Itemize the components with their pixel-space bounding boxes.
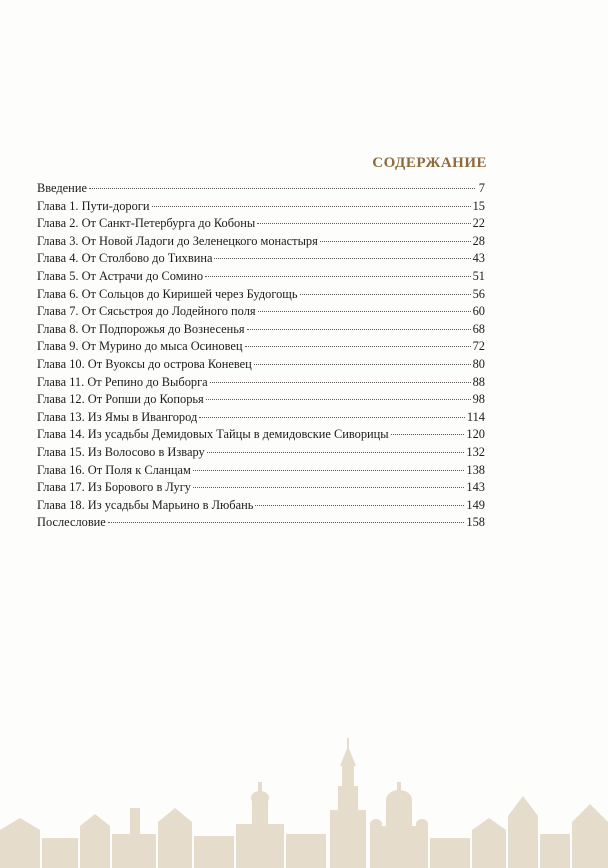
- toc-entry-page: 56: [472, 286, 485, 301]
- toc-entry: [37, 479, 485, 497]
- toc-entry-title: Глава 11. От Репино до Выборга: [37, 374, 208, 389]
- toc-entry-title: Послесловие: [37, 515, 106, 530]
- toc-entry-title: Глава 1. Пути-дороги: [37, 198, 150, 213]
- dot-leader: [247, 329, 471, 330]
- dot-leader: [205, 276, 471, 277]
- dot-leader: [245, 346, 471, 347]
- dot-leader: [89, 188, 475, 189]
- toc-entry-page: 60: [472, 304, 485, 319]
- toc-entry-title: Введение: [37, 181, 87, 195]
- dot-leader: [254, 364, 471, 365]
- toc-entry-page: 51: [472, 268, 485, 283]
- toc-entry-page: 72: [472, 339, 485, 354]
- dot-leader: [320, 241, 471, 242]
- toc-entry: [37, 180, 485, 198]
- dot-leader: [210, 382, 471, 383]
- toc-entry-page: 138: [466, 462, 485, 477]
- skyline-illustration: [0, 738, 608, 868]
- dot-leader: [214, 258, 470, 259]
- toc-entry: [37, 338, 485, 356]
- toc-entry-title: Глава 16. От Поля к Сланцам: [37, 462, 191, 477]
- toc-entry-title: Глава 9. От Мурино до мыса Осиновец: [37, 339, 243, 354]
- toc-entry: [37, 233, 485, 251]
- toc-entry-page: 80: [472, 356, 485, 371]
- toc-entry-page: 22: [472, 216, 485, 231]
- toc-entry-title: Глава 2. От Санкт-Петербурга до Кобоны: [37, 216, 256, 231]
- toc-entry-title: Глава 6. От Сольцов до Киришей через Будогощь: [37, 286, 298, 301]
- toc-entry-page: 98: [472, 392, 485, 407]
- toc-entry-title: Глава 4. От Столбово до Тихвина: [37, 251, 213, 266]
- toc-entry-page: 15: [472, 198, 485, 213]
- dot-leader: [199, 417, 465, 418]
- toc-entry-page: 120: [466, 427, 485, 442]
- toc-entry-page: 158: [466, 515, 485, 530]
- toc-entry: [37, 444, 485, 462]
- toc-entry-page: 43: [472, 251, 485, 266]
- dot-leader: [255, 505, 464, 506]
- toc-entry-page: 68: [472, 321, 485, 336]
- toc-entry: [37, 462, 485, 480]
- toc-entry: [37, 497, 485, 515]
- toc-entry-title: Глава 18. Из усадьбы Марьино в Любань: [37, 497, 254, 512]
- toc-entry-page: 88: [472, 374, 485, 389]
- dot-leader: [300, 294, 471, 295]
- toc-entry: [37, 321, 485, 339]
- toc-entry-page: 28: [472, 233, 485, 248]
- toc-entry: [37, 391, 485, 409]
- toc-entry-page: 132: [466, 444, 485, 459]
- toc-entry: [37, 514, 485, 532]
- dot-leader: [206, 399, 471, 400]
- toc-entry-title: Глава 10. От Вуоксы до острова Коневец: [37, 356, 252, 371]
- toc-entry-title: Глава 17. Из Борового в Лугу: [37, 480, 191, 495]
- dot-leader: [391, 434, 465, 435]
- dot-leader: [108, 522, 465, 523]
- toc-entry: [37, 374, 485, 392]
- dot-leader: [152, 206, 471, 207]
- toc-entry: [37, 303, 485, 321]
- toc-entry-title: Глава 13. Из Ямы в Ивангород: [37, 409, 198, 424]
- toc-entry: [37, 268, 485, 286]
- dot-leader: [193, 470, 465, 471]
- toc-entry-title: Глава 8. От Подпорожья до Вознесенья: [37, 321, 245, 336]
- toc-entry: [37, 426, 485, 444]
- toc-entry-page: 143: [466, 480, 485, 495]
- toc-entry: [37, 215, 485, 233]
- toc-entry-title: Глава 12. От Ропши до Копорья: [37, 392, 204, 407]
- dot-leader: [257, 223, 470, 224]
- dot-leader: [193, 487, 464, 488]
- dot-leader: [207, 452, 465, 453]
- toc-entry-page: 149: [466, 497, 485, 512]
- toc-entry: [37, 250, 485, 268]
- toc-entry: [37, 409, 485, 427]
- dot-leader: [258, 311, 471, 312]
- toc-entry: [37, 356, 485, 374]
- toc-entry-title: Глава 14. Из усадьбы Демидовых Тайцы в демидовские Сиворицы: [37, 427, 389, 442]
- toc-entry-title: Глава 3. От Новой Ладоги до Зеленецкого монастыря: [37, 233, 318, 248]
- toc-entry-page: 7: [478, 181, 485, 195]
- toc-entry-title: Глава 5. От Астрачи до Сомино: [37, 268, 204, 283]
- table-of-contents: [37, 180, 485, 532]
- toc-entry: [37, 198, 485, 216]
- toc-entry: [37, 286, 485, 304]
- toc-heading: СОДЕРЖАНИЕ: [372, 155, 487, 171]
- toc-entry-page: 114: [466, 409, 485, 424]
- toc-entry-title: Глава 7. От Сясьстроя до Лодейного поля: [37, 304, 256, 319]
- toc-entry-title: Глава 15. Из Волосово в Извару: [37, 444, 205, 459]
